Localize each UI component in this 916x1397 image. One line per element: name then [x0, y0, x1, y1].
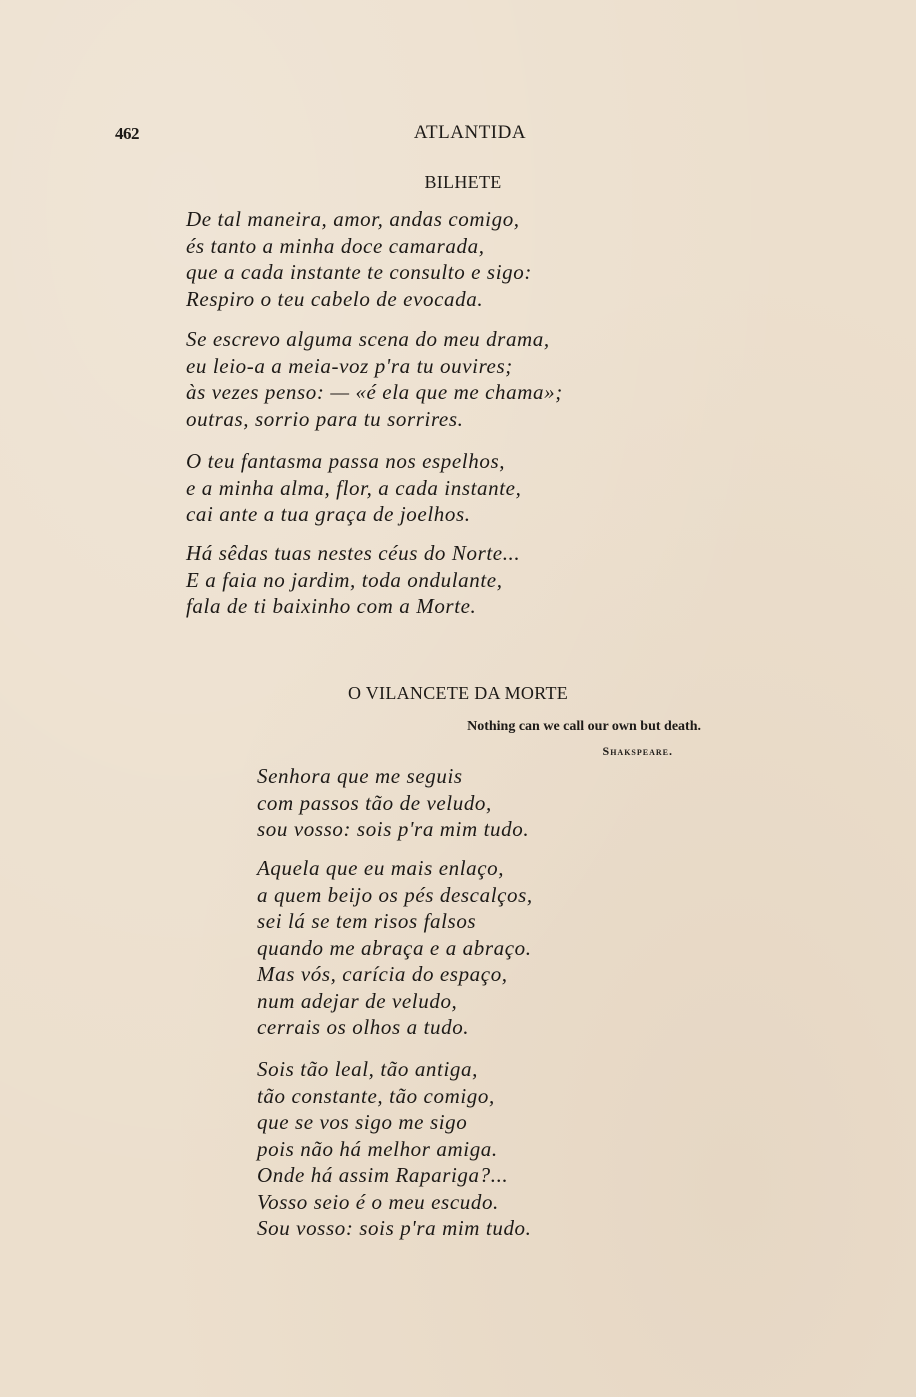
verse-line: e a minha alma, flor, a cada instante, [186, 475, 522, 500]
verse-line: cai ante a tua graça de joelhos. [186, 502, 471, 526]
poem-2-stanza-1 [257, 763, 529, 843]
epigraph-author: Shakspeare. [602, 744, 673, 758]
verse-line: fala de ti baixinho com a Morte. [186, 594, 477, 618]
verse-line: quando me abraça e a abraço. [257, 935, 532, 960]
verse-line: eu leio-a a meia-voz p'ra tu ouvires; [186, 353, 513, 378]
page-number: 462 [115, 124, 139, 143]
poem-2-stanza-3 [257, 1056, 532, 1242]
verse-line: que a cada instante te consulto e sigo: [186, 260, 532, 284]
poem-title-vilancete: O VILANCETE DA MORTE [347, 683, 569, 703]
running-title: ATLANTIDA [413, 122, 527, 143]
verse-line: tão constante, tão comigo, [257, 1083, 495, 1108]
verse-line: E a faia no jardim, toda ondulante, [186, 567, 503, 592]
verse-line: O teu fantasma passa nos espelhos, [186, 449, 506, 473]
verse-line: Aquela que eu mais enlaço, [257, 856, 505, 880]
verse-line: às vezes penso: — «é ela que me chama»; [186, 380, 563, 404]
verse-line: Respiro o teu cabelo de evocada. [186, 286, 484, 311]
verse-line: sei lá se tem risos falsos [257, 909, 477, 933]
verse-line: cerrais os olhos a tudo. [257, 1015, 470, 1039]
epigraph-quote: Nothing can we call our own but death. [467, 719, 701, 734]
poem-1-stanza-2 [186, 326, 563, 432]
poem-1-stanza-3 [186, 448, 521, 528]
verse-line: Senhora que me seguis [257, 764, 463, 788]
verse-line: sou vosso: sois p'ra mim tudo. [257, 817, 530, 841]
verse-line: num adejar de veludo, [257, 988, 458, 1013]
verse-line: Mas vós, carícia do espaço, [257, 962, 508, 986]
verse-line: Sois tão leal, tão antiga, [257, 1057, 478, 1081]
verse-line: outras, sorrio para tu sorrires. [186, 406, 464, 431]
verse-line: Onde há assim Rapariga?... [257, 1163, 509, 1187]
poem-1-stanza-1 [186, 206, 532, 312]
poem-title-bilhete: BILHETE [424, 172, 502, 192]
verse-line: Vosso seio é o meu escudo. [257, 1189, 499, 1214]
verse-line: que se vos sigo me sigo [257, 1110, 468, 1134]
poem-1-stanza-4 [186, 540, 520, 620]
verse-line: Sou vosso: sois p'ra mim tudo. [257, 1216, 532, 1240]
verse-line: a quem beijo os pés descalços, [257, 882, 533, 907]
verse-line: com passos tão de veludo, [257, 790, 492, 815]
poem-2-stanza-2 [257, 855, 533, 1041]
verse-line: De tal maneira, amor, andas comigo, [186, 207, 520, 231]
verse-line: pois não há melhor amiga. [257, 1136, 498, 1161]
verse-line: Se escrevo alguma scena do meu drama, [186, 327, 550, 351]
page-header [0, 118, 916, 148]
verse-line: Há sêdas tuas nestes céus do Norte... [186, 541, 521, 565]
verse-line: és tanto a minha doce camarada, [186, 233, 485, 258]
